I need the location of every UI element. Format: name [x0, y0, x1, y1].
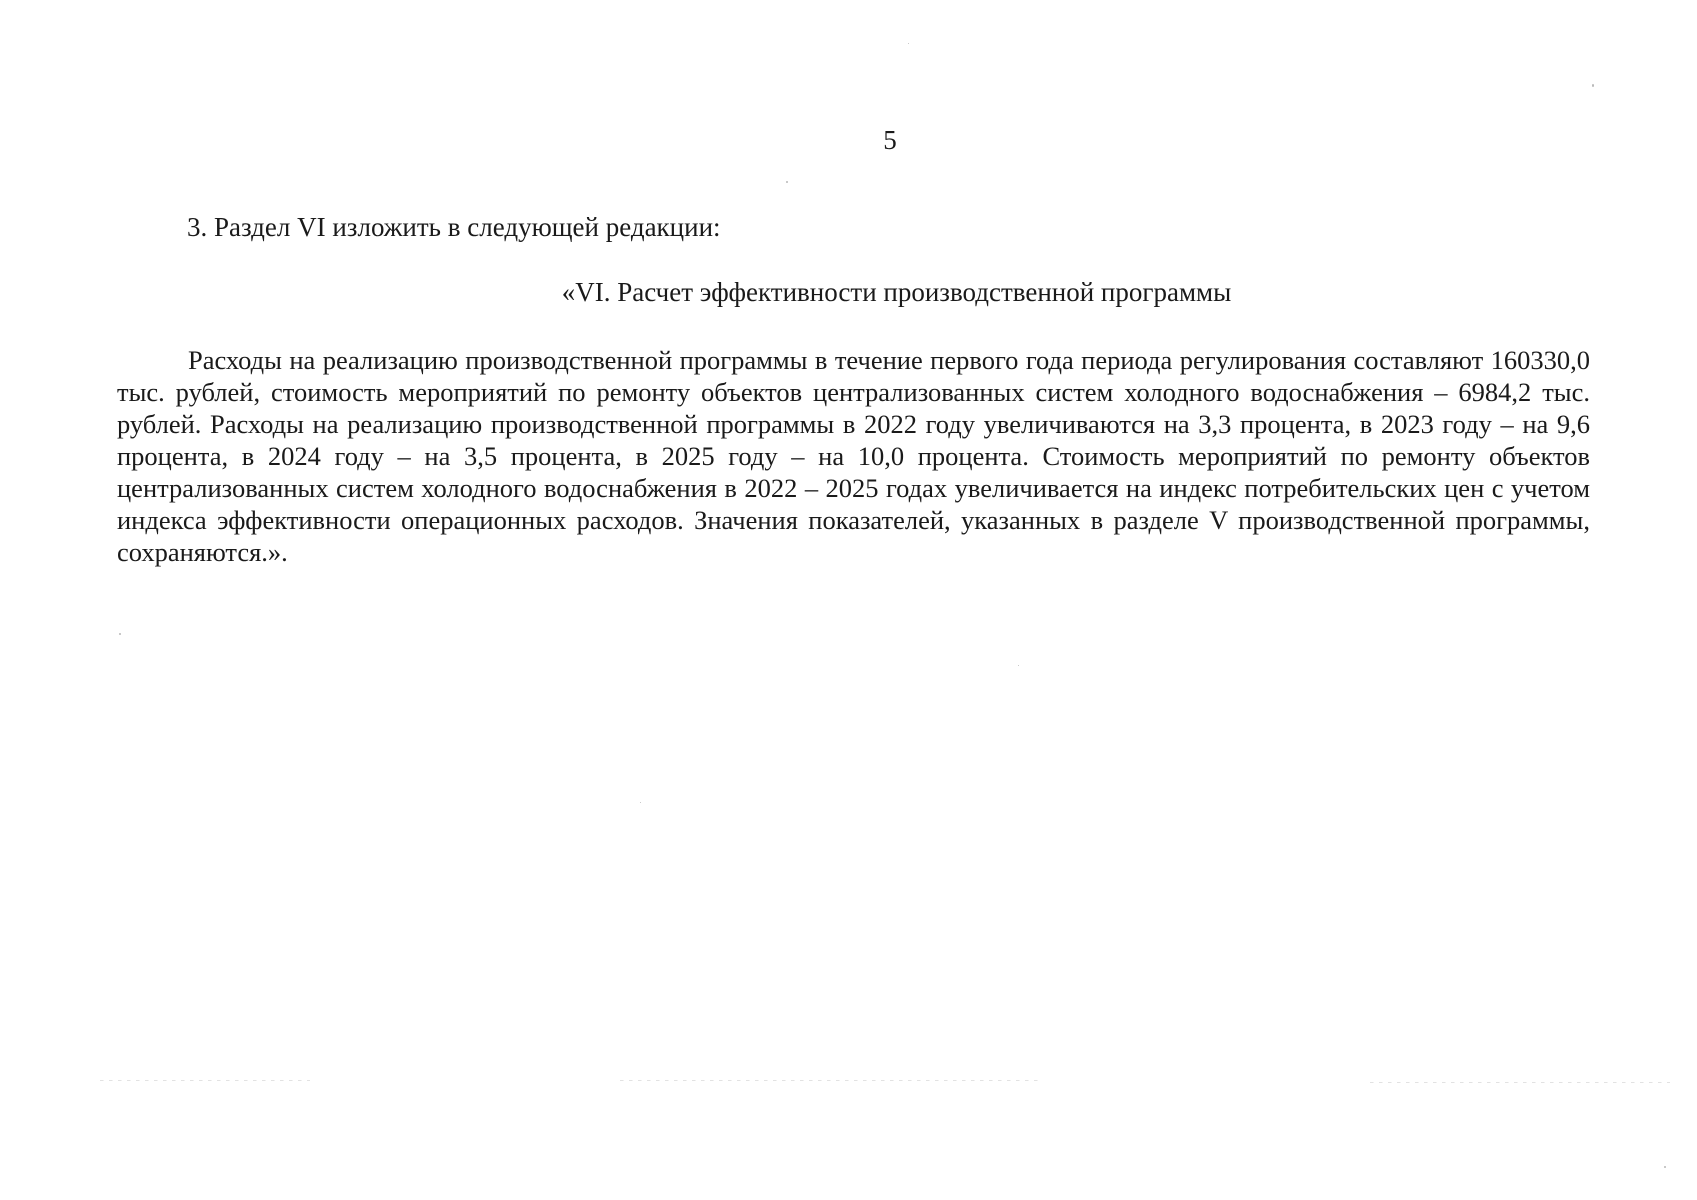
amendment-instruction: 3. Раздел VI изложить в следующей редакции:: [187, 212, 721, 242]
scan-speck: [640, 802, 641, 803]
scan-dots: [100, 1080, 310, 1081]
page-number: 5: [883, 125, 897, 155]
section-heading: «VI. Расчет эффективности производственной программы: [561, 277, 1232, 307]
scan-speck: [786, 181, 788, 183]
scan-speck: [1664, 1166, 1666, 1168]
scan-speck: [119, 633, 121, 635]
scan-speck: [1592, 84, 1594, 87]
scan-dots: [620, 1080, 1040, 1081]
scan-dots: [1370, 1082, 1670, 1083]
body-paragraph: Расходы на реализацию производственной программы в течение первого года периода регулирования составляют 160330,0 тыс. рублей, стоимость мероприятий по ремонту объектов централизованных систем холодного водоснабжения – 6984,2 тыс. рублей. Расходы на реализацию производственной программы в 2022 году увеличиваются на 3,3 процента, в 2023 году – на 9,6 процента, в 2024 году – на 3,5 процента, в 2025 году – на 10,0 процента. Стоимость мероприятий по ремонту объектов централизованных систем холодного водоснабжения в 2022 – 2025 годах увеличивается на индекс потребительских цен с учетом индекса эффективности операционных расходов. Значения показателей, указанных в разделе V производственной программы, сохраняются.».: [117, 345, 1590, 567]
scan-speck: [908, 43, 909, 44]
scan-speck: [1018, 665, 1019, 666]
